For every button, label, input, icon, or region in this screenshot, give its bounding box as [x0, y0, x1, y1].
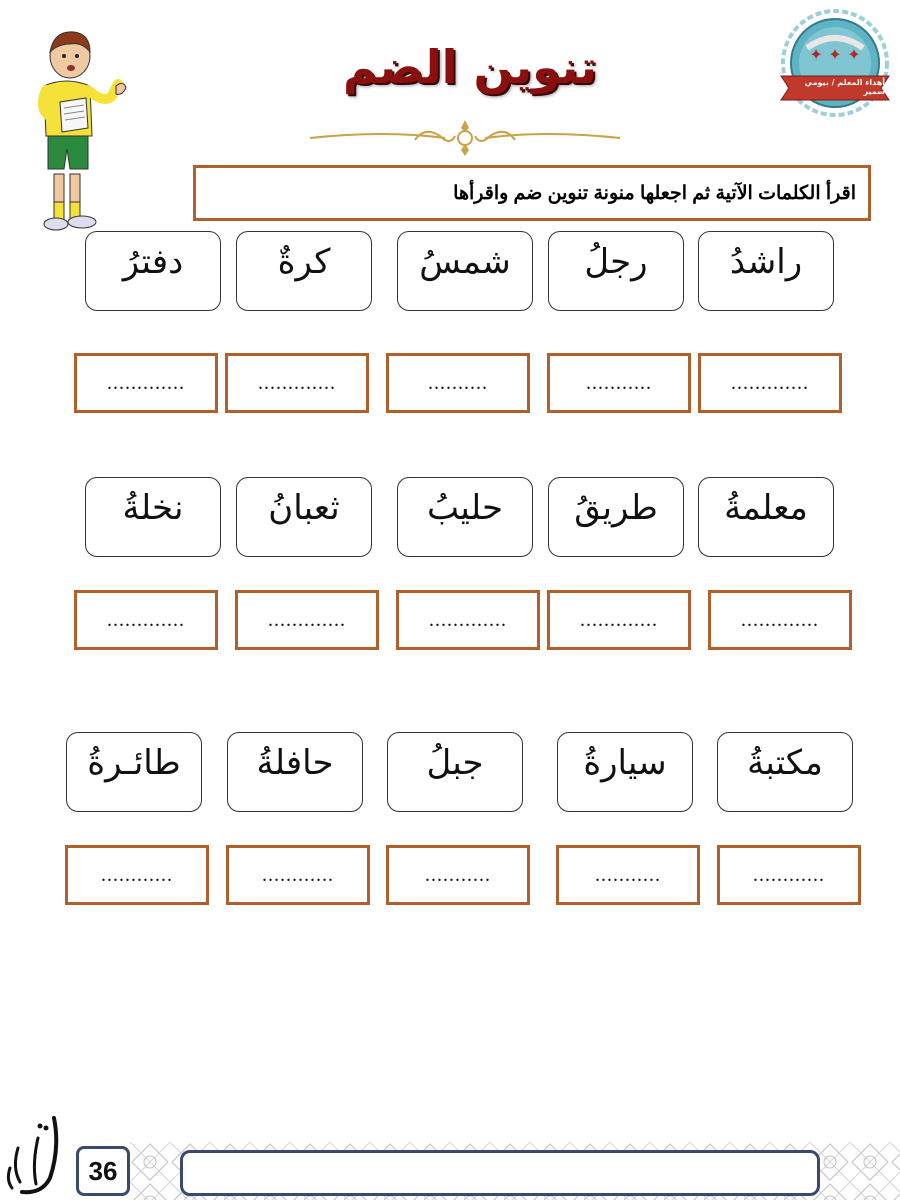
word-card — [387, 732, 523, 812]
word-card — [548, 477, 684, 557]
answer-box[interactable] — [226, 845, 370, 905]
word-card — [397, 477, 533, 557]
answer-box[interactable] — [386, 845, 530, 905]
word-text: شمسُ — [419, 242, 511, 282]
answer-placeholder: ............. — [268, 608, 346, 631]
word-card — [85, 231, 221, 311]
answer-box[interactable] — [74, 353, 218, 413]
word-text: رجلُ — [584, 242, 648, 282]
word-card — [227, 732, 363, 812]
answer-box[interactable] — [386, 353, 530, 413]
answer-box[interactable] — [74, 590, 218, 650]
word-text: معلمةُ — [724, 488, 808, 528]
answer-box[interactable] — [698, 353, 842, 413]
answer-box[interactable] — [547, 590, 691, 650]
instruction-box — [193, 165, 871, 221]
word-text: جبلُ — [426, 743, 484, 783]
word-text: حليبُ — [427, 488, 503, 528]
instruction-text: اقرأ الكلمات الآتية ثم اجعلها منونة تنوين ضم واقرأها — [453, 182, 856, 204]
word-card — [236, 231, 372, 311]
answer-placeholder: ............. — [429, 608, 507, 631]
word-text: دفترُ — [122, 242, 184, 282]
svg-text:✦ ✦ ✦: ✦ ✦ ✦ — [809, 45, 861, 64]
page-title: تنوين الضم — [342, 40, 597, 94]
answer-box[interactable] — [235, 590, 379, 650]
answer-placeholder: ............ — [101, 863, 173, 886]
answer-placeholder: ............. — [258, 371, 336, 394]
word-card — [557, 732, 693, 812]
logo-label: أهداء المعلم / بيومي سمير — [804, 78, 885, 96]
answer-placeholder: ............. — [107, 608, 185, 631]
word-card — [397, 231, 533, 311]
word-card — [548, 231, 684, 311]
word-card — [66, 732, 202, 812]
answer-placeholder: ............. — [731, 371, 809, 394]
answer-box[interactable] — [65, 845, 209, 905]
word-text: سيارةُ — [583, 743, 667, 783]
answer-placeholder: ............. — [741, 608, 819, 631]
word-text: حافلةُ — [256, 743, 334, 783]
word-text: كرةٌ — [277, 242, 331, 282]
calligraphy-emblem — [2, 1108, 72, 1200]
answer-placeholder: .......... — [428, 371, 488, 394]
ornament-divider — [305, 118, 625, 158]
word-card — [236, 477, 372, 557]
word-text: ثعبانُ — [268, 488, 340, 528]
page-number: 36 — [76, 1146, 130, 1196]
teacher-logo-seal — [775, 8, 895, 118]
answer-box[interactable] — [547, 353, 691, 413]
answer-placeholder: ............. — [580, 608, 658, 631]
answer-box[interactable] — [708, 590, 852, 650]
answer-placeholder: ............ — [262, 863, 334, 886]
answer-box[interactable] — [556, 845, 700, 905]
word-card — [85, 477, 221, 557]
answer-box[interactable] — [717, 845, 861, 905]
answer-placeholder: ........... — [425, 863, 491, 886]
word-card — [717, 732, 853, 812]
answer-box[interactable] — [225, 353, 369, 413]
answer-placeholder: ........... — [586, 371, 652, 394]
boy-reading-illustration — [30, 24, 140, 234]
answer-placeholder: ............ — [753, 863, 825, 886]
word-text: راشدُ — [729, 242, 803, 282]
word-text: نخلةُ — [122, 488, 184, 528]
footer-bar — [180, 1150, 820, 1196]
word-card — [698, 231, 834, 311]
word-card — [698, 477, 834, 557]
word-text: مكتبةُ — [747, 743, 823, 783]
word-text: طريقُ — [574, 488, 658, 528]
word-text: طائـرةُ — [87, 743, 181, 783]
answer-placeholder: ............. — [107, 371, 185, 394]
answer-placeholder: ........... — [595, 863, 661, 886]
answer-box[interactable] — [396, 590, 540, 650]
